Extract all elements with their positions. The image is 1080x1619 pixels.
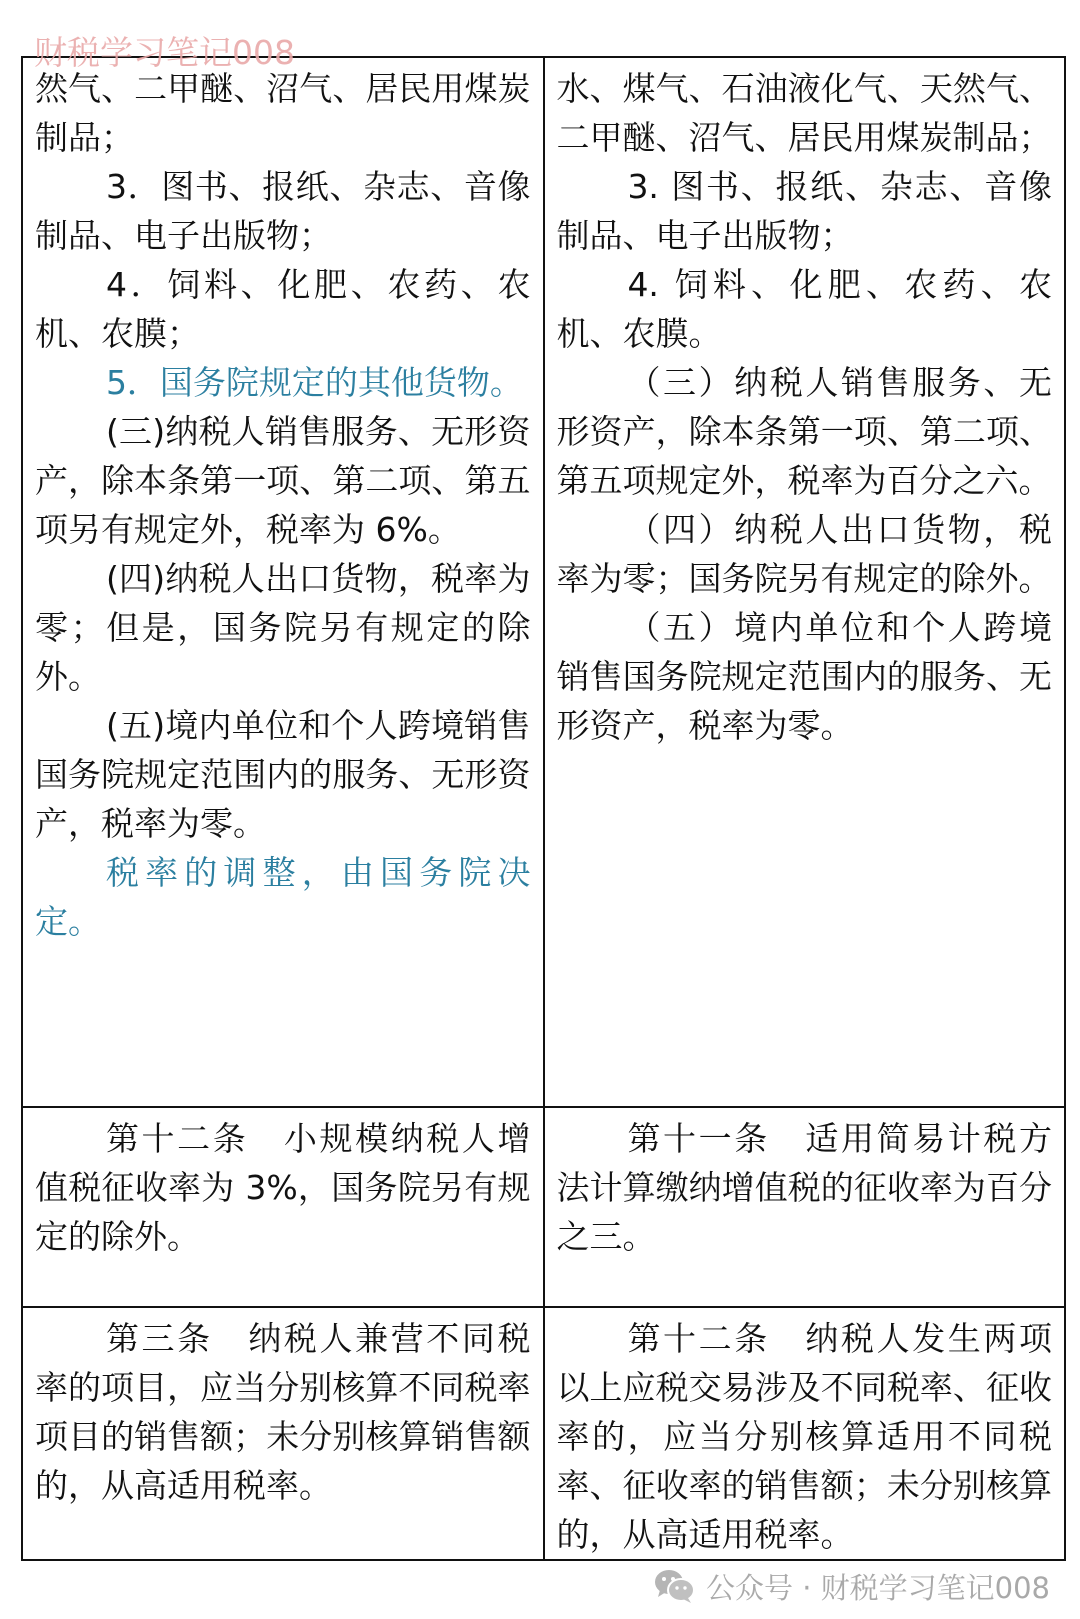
- watermark: 财税学习笔记008: [34, 33, 295, 72]
- old-law-cell: [22, 1307, 544, 1560]
- paragraph: 4. 饲料、化肥、农药、农机、农膜。: [556, 265, 1052, 353]
- paragraph: 然气、二甲醚、沼气、居民用煤炭制品；: [35, 69, 531, 157]
- paragraph: 3．图书、报纸、杂志、音像制品、电子出版物；: [35, 167, 531, 255]
- paragraph: 第十一条 适用简易计税方法计算缴纳增值税的征收率为百分之三。: [556, 1119, 1052, 1256]
- paragraph: （三）纳税人销售服务、无形资产，除本条第一项、第二项、第五项规定外，税率为百分之六。: [556, 363, 1052, 500]
- paragraph: 第十二条 纳税人发生两项以上应税交易涉及不同税率、征收率的，应当分别核算适用不同税率、征收率的销售额；未分别核算的，从高适用税率。: [556, 1319, 1052, 1554]
- table-row: [22, 1307, 1065, 1560]
- old-law-cell: [22, 1107, 544, 1307]
- paragraph: 水、煤气、石油液化气、天然气、二甲醚、沼气、居民用煤炭制品；: [556, 69, 1052, 157]
- paragraph: 第三条 纳税人兼营不同税率的项目，应当分别核算不同税率项目的销售额；未分别核算销售额的，从高适用税率。: [35, 1319, 531, 1505]
- wechat-icon: [654, 1568, 696, 1604]
- new-law-cell: [544, 1307, 1066, 1560]
- footer-label: 公众号 · 财税学习笔记008: [706, 1570, 1051, 1605]
- paragraph: (三)纳税人销售服务、无形资产，除本条第一项、第二项、第五项另有规定外，税率为 6%。: [35, 412, 531, 549]
- paragraph: 3. 图书、报纸、杂志、音像制品、电子出版物；: [556, 167, 1052, 255]
- footer-attribution: [654, 1566, 1050, 1606]
- highlighted-paragraph: 5．国务院规定的其他货物。: [105, 363, 523, 402]
- new-law-cell: [544, 1107, 1066, 1307]
- new-law-cell: [544, 57, 1066, 1107]
- paragraph: (五)境内单位和个人跨境销售国务院规定范围内的服务、无形资产，税率为零。: [35, 706, 531, 843]
- paragraph: （四）纳税人出口货物，税率为零；国务院另有规定的除外。: [556, 510, 1052, 598]
- paragraph: (四)纳税人出口货物，税率为零；但是，国务院另有规定的除外。: [35, 559, 531, 696]
- table-row: [22, 57, 1065, 1107]
- old-law-cell: [22, 57, 544, 1107]
- comparison-table: [21, 56, 1066, 1561]
- table-row: [22, 1107, 1065, 1307]
- paragraph: 第十二条 小规模纳税人增值税征收率为 3%，国务院另有规定的除外。: [35, 1119, 531, 1256]
- paragraph: （五）境内单位和个人跨境销售国务院规定范围内的服务、无形资产，税率为零。: [556, 608, 1052, 745]
- highlighted-paragraph: 税率的调整，由国务院决定。: [35, 853, 531, 941]
- paragraph: 4．饲料、化肥、农药、农机、农膜；: [35, 265, 531, 353]
